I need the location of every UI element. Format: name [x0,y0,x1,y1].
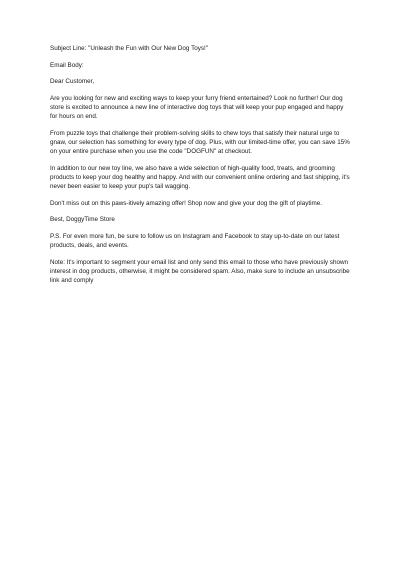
note: Note: It's important to segment your email list and only send this email to those who have previously shown interest in dog products, otherwise, it might be considered spam. Also, make sure to include an unsubscribe link and comply [50,258,350,285]
greeting: Dear Customer, [50,78,95,86]
paragraph-intro: Are you looking for new and exciting ways to keep your furry friend entertained? Look no further! Our dog store is excited to announce a new line of interactive dog toys that will keep your pup engaged and happy for hours on end. [50,95,344,121]
postscript: P.S. For even more fun, be sure to follow us on Instagram and Facebook to stay up-to-date on our latest products, deals, and events. [50,233,340,250]
signoff: Best, DoggyTime Store [50,216,115,224]
email-body-label: Email Body: [50,61,84,69]
paragraph-offer: From puzzle toys that challenge their problem-solving skills to chew toys that satisfy their natural urge to gnaw, our selection has something for every type of dog. Plus, with our limited-time offer, you can save 15% on your entire purchase when you use the code "DOGFUN" at checkout. [50,129,350,156]
subject-line: Subject Line: "Unleash the Fun with Our New Dog Toys!" [50,45,209,52]
paragraph-products: In addition to our new toy line, we also have a wide selection of high-quality food, treats, and grooming products to keep your dog healthy and happy. And with our convenient online ordering and fast shipping, it's never been easier to keep your pup's tail wagging. [50,164,350,190]
paragraph-call-to-action: Don't miss out on this paws-itively amazing offer! Shop now and give your dog the gift of playtime. [50,199,322,207]
